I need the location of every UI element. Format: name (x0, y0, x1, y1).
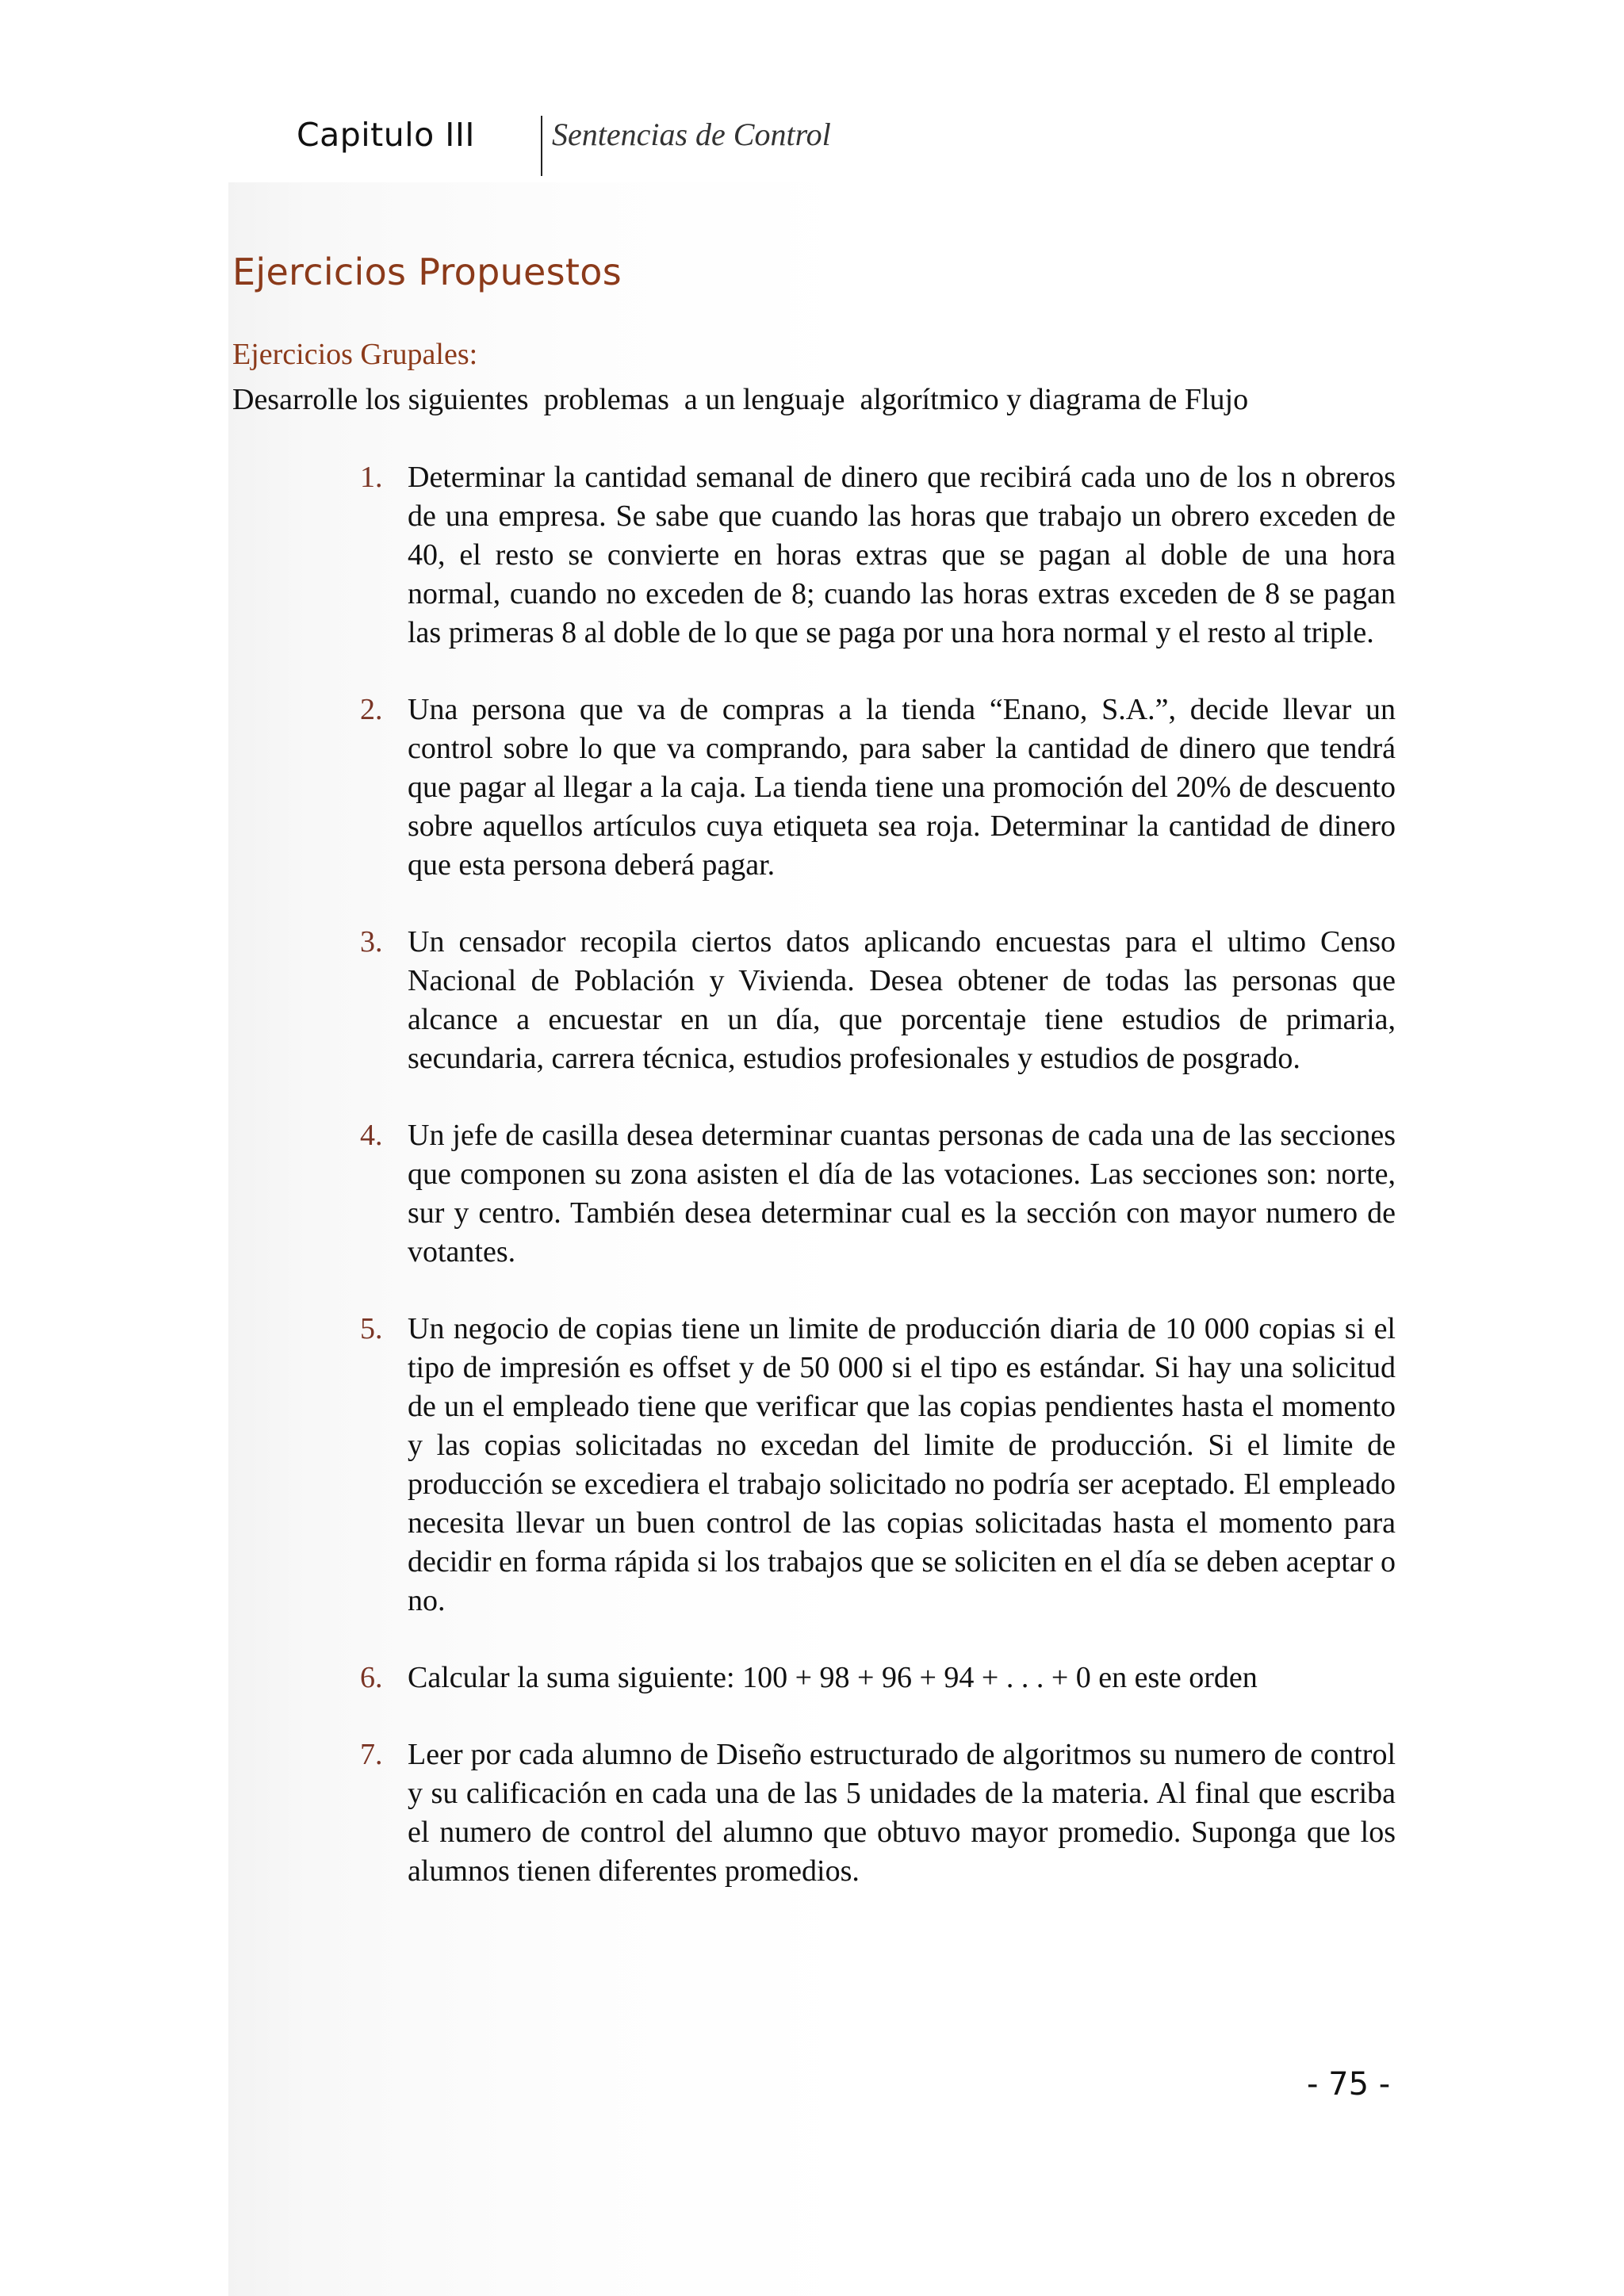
exercise-item (349, 691, 1396, 885)
section-title: Ejercicios Propuestos (232, 251, 622, 293)
exercise-item (349, 1310, 1396, 1621)
header-chapter: Capitulo III (297, 116, 476, 154)
exercise-number: 3. (360, 925, 383, 959)
exercise-item (349, 923, 1396, 1078)
subsection-title: Ejercicios Grupales: (232, 338, 478, 371)
exercise-list (349, 458, 1396, 1929)
exercise-item (349, 1659, 1396, 1697)
exercise-number: 5. (360, 1312, 383, 1345)
exercise-number: 1. (360, 461, 383, 494)
intro-paragraph: Desarrolle los siguientes problemas a un lenguaje algorítmico y diagrama de Flujo (232, 383, 1249, 416)
exercise-item (349, 458, 1396, 652)
exercise-number: 6. (360, 1661, 383, 1694)
exercise-number: 4. (360, 1119, 383, 1152)
exercise-number: 2. (360, 693, 383, 726)
exercise-text: Determinar la cantidad semanal de dinero que recibirá cada uno de los n obreros de una empresa. Se sabe que cuando las horas que trabajo un obrero exceden de 40, el resto se convierte en horas extras que se pagan al doble de una hora normal, cuando no exceden de 8; cuando las horas extras exceden de 8 se pagan las primeras 8 al doble de lo que se paga por una hora normal y el resto al triple. (408, 461, 1396, 649)
exercise-text: Un jefe de casilla desea determinar cuantas personas de cada una de las secciones que componen su zona asisten el día de las votaciones. Las secciones son: norte, sur y centro. También desea determinar cual es la sección con mayor numero de votantes. (408, 1119, 1396, 1269)
exercise-text: Calcular la suma siguiente: 100 + 98 + 96 + 94 + . . . + 0 en este orden (408, 1661, 1258, 1694)
header-divider (541, 116, 542, 176)
exercise-text: Un censador recopila ciertos datos aplicando encuestas para el ultimo Censo Nacional de Población y Vivienda. Desea obtener de todas las personas que alcance a encuestar en un día, que porcentaje tiene estudios de primaria, secundaria, carrera técnica, estudios profesionales y estudios de posgrado. (408, 925, 1396, 1075)
exercise-item (349, 1735, 1396, 1891)
exercise-text: Un negocio de copias tiene un limite de producción diaria de 10 000 copias si el tipo de impresión es offset y de 50 000 si el tipo es estándar. Si hay una solicitud de un el empleado tiene que verificar que las copias pendientes hasta el momento y las copias solicitadas no excedan del limite de producción. Si el limite de producción se excediera el trabajo solicitado no podría ser aceptado. El empleado necesita llevar un buen control de las copias solicitadas hasta el momento para decidir en forma rápida si los trabajos que se soliciten en el día se deben aceptar o no. (408, 1312, 1396, 1617)
header-section: Sentencias de Control (552, 117, 831, 152)
page-number: - 75 - (1307, 2066, 1391, 2103)
exercise-item (349, 1116, 1396, 1272)
exercise-text: Una persona que va de compras a la tienda “Enano, S.A.”, decide llevar un control sobre lo que va comprando, para saber la cantidad de dinero que tendrá que pagar al llegar a la caja. La tienda tiene una promoción del 20% de descuento sobre aquellos artículos cuya etiqueta sea roja. Determinar la cantidad de dinero que esta persona deberá pagar. (408, 693, 1396, 882)
exercise-number: 7. (360, 1738, 383, 1771)
exercise-text: Leer por cada alumno de Diseño estructurado de algoritmos su numero de control y su calificación en cada una de las 5 unidades de la materia. Al final que escriba el numero de control del alumno que obtuvo mayor promedio. Suponga que los alumnos tienen diferentes promedios. (408, 1738, 1396, 1888)
